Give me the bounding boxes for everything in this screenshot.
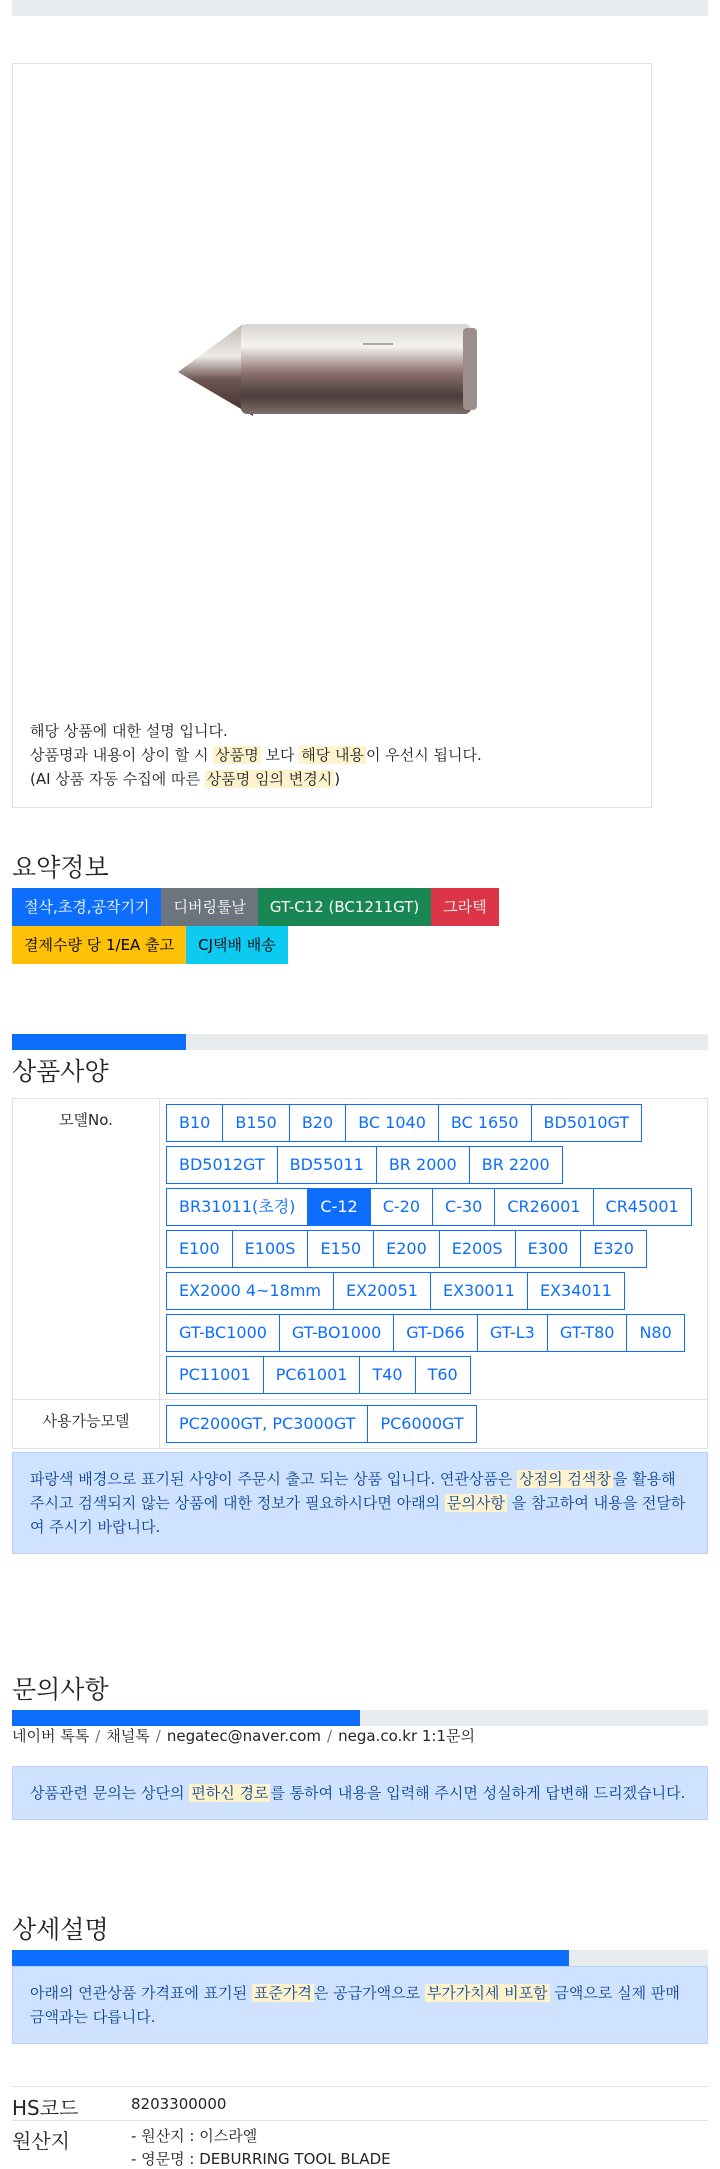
breadcrumb-separator: / [327,1727,333,1745]
model-option[interactable]: BC 1650 [438,1104,532,1142]
origin-label: 원산지 [12,2129,70,2153]
detail-notice: 아래의 연관상품 가격표에 표기된 표준가격 은 공급가액으로 부가가치세 비포함 금액으로 실제 판매금액과는 다릅니다. [12,1966,708,2044]
model-label: 모델No. [13,1099,160,1400]
top-progress-bar [12,0,708,16]
origin-value [131,2125,391,2169]
model-option[interactable]: BR31011(초경) [166,1188,308,1226]
model-option[interactable]: EX30011 [430,1272,528,1310]
model-option[interactable]: GT-L3 [477,1314,548,1352]
model-option[interactable]: BR 2000 [376,1146,470,1184]
detail-title: 상세설명 [12,1915,109,1944]
hs-code-label: HS코드 [12,2096,79,2120]
specs-progress-bar [12,1034,708,1050]
model-options [166,1104,701,1398]
model-option[interactable]: GT-BO1000 [279,1314,394,1352]
description-line: 상품명과 내용이 상이 할 시 상품명 보다 해당 내용 이 우선시 됩니다. [30,746,482,764]
model-option[interactable]: E100 [166,1230,233,1268]
summary-tag: 절삭,초경,공작기기 [12,888,161,926]
hs-code-row [12,2086,708,2120]
breadcrumb-separator: / [155,1727,161,1745]
model-option[interactable]: N80 [626,1314,684,1352]
inquiry-channel-link[interactable]: 채널톡 [106,1727,150,1745]
model-option[interactable]: C-12 [307,1188,370,1226]
description-line: 해당 상품에 대한 설명 입니다. [30,722,228,740]
model-option[interactable]: EX34011 [527,1272,625,1310]
inquiry-title: 문의사항 [12,1675,109,1704]
description-line: (AI 상품 자동 수집에 따른 상품명 임의 변경시 ) [30,770,341,788]
model-option[interactable]: BC 1040 [345,1104,439,1142]
model-option[interactable]: CR45001 [593,1188,692,1226]
inquiry-channel-link[interactable]: nega.co.kr 1:1문의 [338,1727,475,1745]
model-option[interactable]: C-30 [432,1188,495,1226]
inquiry-notice: 상품관련 문의는 상단의 편하신 경로 를 통하여 내용을 입력해 주시면 성실하게 답변해 드리겠습니다. [12,1766,708,1820]
model-option[interactable]: BD5010GT [531,1104,643,1142]
model-option[interactable]: CR26001 [494,1188,593,1226]
model-option[interactable]: PC6000GT [367,1405,476,1443]
model-option[interactable]: T60 [415,1356,471,1394]
breadcrumb-separator: / [95,1727,101,1745]
model-option[interactable]: B150 [222,1104,290,1142]
specs-notice: 파랑색 배경으로 표기된 사양이 주문시 출고 되는 상품 입니다. 연관상품은 상점의 검색창 을 활용해 주시고 검색되지 않는 상품에 대한 정보가 필요하시다면 아래의 문의사항 을 참고하여 내용을 전달하여 주시기 바랍니다. [12,1452,708,1554]
model-option[interactable]: E200 [373,1230,440,1268]
model-option[interactable]: BR 2200 [469,1146,563,1184]
model-option[interactable]: PC2000GT, PC3000GT [166,1405,368,1443]
model-option[interactable]: T40 [359,1356,415,1394]
inquiry-channel-link[interactable]: 네이버 톡톡 [12,1727,90,1745]
origin-country: - 원산지 : 이스라엘 [131,2127,258,2145]
model-option[interactable]: EX2000 4~18mm [166,1272,334,1310]
summary-tag: 디버링툴날 [161,888,257,926]
model-option[interactable]: BD55011 [277,1146,377,1184]
compat-options [166,1405,701,1447]
summary-tag: 그라텍 [431,888,498,926]
model-option[interactable]: EX20051 [333,1272,431,1310]
summary-title: 요약정보 [12,853,109,882]
specs-title: 상품사양 [12,1057,109,1086]
product-description [30,719,482,791]
model-option[interactable]: E100S [232,1230,309,1268]
model-option[interactable]: B10 [166,1104,223,1142]
hs-code-value: 8203300000 [131,2095,227,2113]
inquiry-progress-bar [12,1710,708,1726]
inquiry-channel-link[interactable]: negatec@naver.com [166,1727,322,1745]
summary-tags-delivery [12,926,288,964]
model-option[interactable]: GT-T80 [547,1314,628,1352]
model-option[interactable]: BD5012GT [166,1146,278,1184]
summary-tag: 결제수량 당 1/EA 출고 [12,926,186,964]
deburring-blade-image [163,304,493,444]
model-option[interactable]: C-20 [370,1188,433,1226]
model-option[interactable]: PC61001 [263,1356,361,1394]
model-option[interactable]: GT-BC1000 [166,1314,280,1352]
model-option[interactable]: GT-D66 [393,1314,478,1352]
model-option[interactable]: PC11001 [166,1356,264,1394]
model-option[interactable]: B20 [289,1104,346,1142]
detail-progress-bar [12,1950,708,1966]
summary-tags [12,888,499,926]
spec-table [12,1098,708,1449]
origin-row [12,2120,708,2169]
model-option[interactable]: E320 [580,1230,647,1268]
summary-tag: CJ택배 배송 [186,926,288,964]
product-image-card [12,63,652,808]
summary-tag: GT-C12 (BC1211GT) [258,888,431,926]
inquiry-channels [12,1725,475,1746]
model-option[interactable]: E150 [307,1230,374,1268]
model-option[interactable]: E300 [515,1230,582,1268]
model-option[interactable]: E200S [439,1230,516,1268]
origin-english-name: - 영문명 : DEBURRING TOOL BLADE [131,2150,391,2168]
compat-label: 사용가능모델 [13,1400,160,1449]
